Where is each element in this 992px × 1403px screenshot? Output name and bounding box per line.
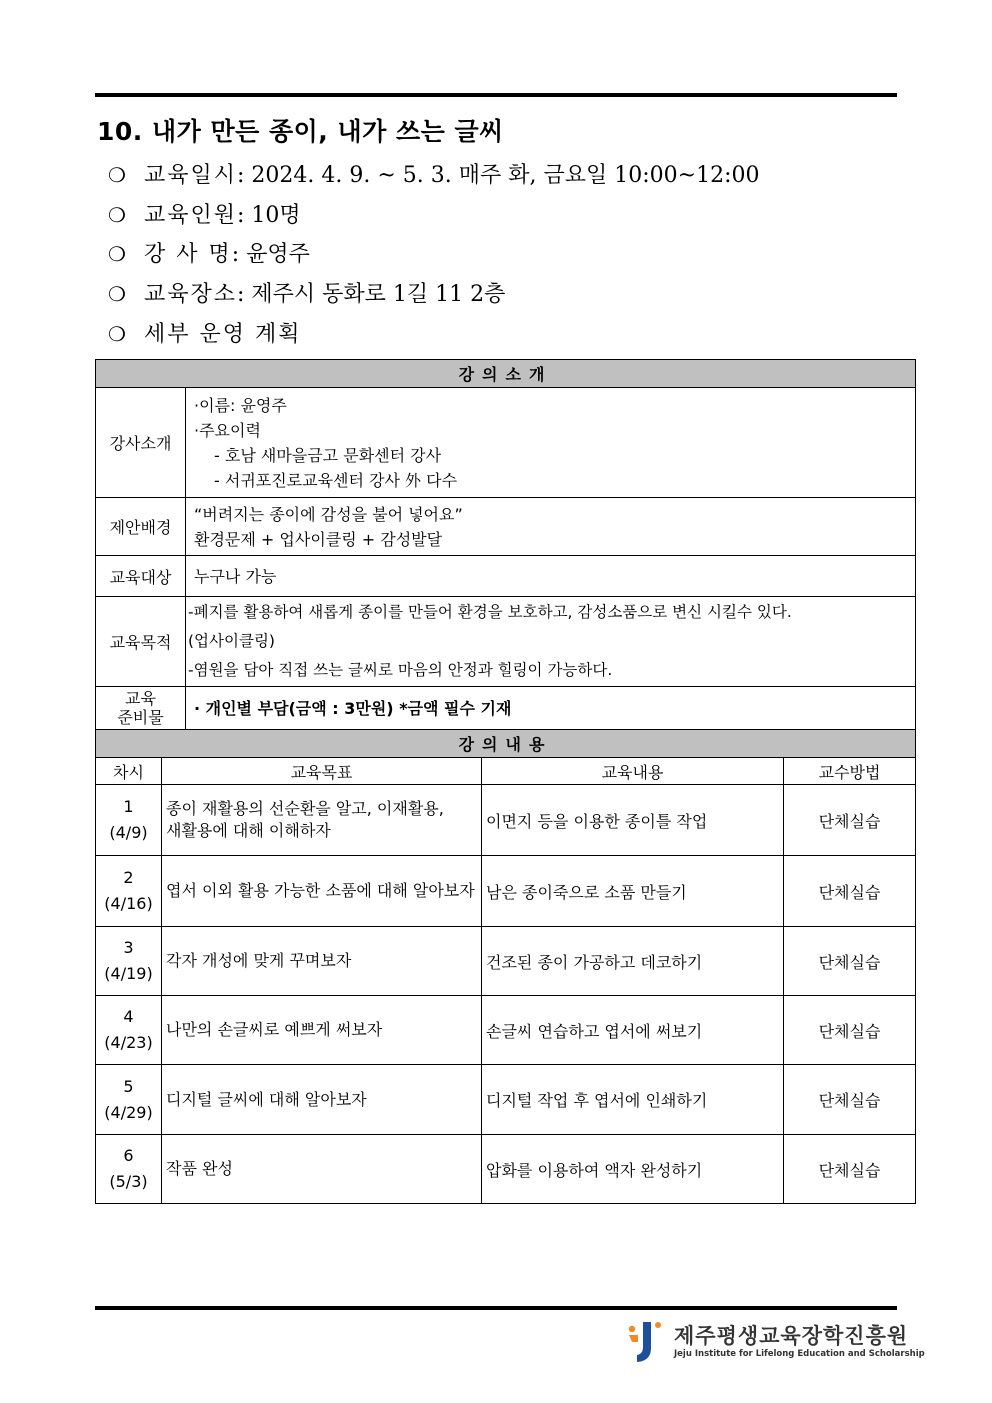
session-number: 4 (4/23) [96,996,162,1065]
col-goal: 교육목표 [162,758,482,785]
bottom-rule [95,1306,897,1310]
session-method: 단체실습 [784,1065,916,1135]
info-location: ❍ 교육장소: 제주시 동화로 1길 11 2층 [108,282,506,307]
table-row [96,996,916,1065]
instructor-label: 강사소개 [96,388,186,498]
target-label: 교육대상 [96,556,186,597]
info-schedule: ❍ 교육일시: 2024. 4. 9. ~ 5. 3. 매주 화, 금요일 10:00~12:00 [108,163,760,188]
background-label: 제안배경 [96,498,186,556]
session-number: 2 (4/16) [96,856,162,927]
info-headcount: ❍ 교육인원: 10명 [108,203,301,228]
session-method: 단체실습 [784,996,916,1065]
circle-bullet-icon: ❍ [108,322,126,346]
institute-english-name: Jeju Institute for Lifelong Education and Scholarship [674,1349,925,1359]
table-row [96,927,916,996]
session-number: 5 (4/29) [96,1065,162,1135]
session-method: 단체실습 [784,856,916,927]
institute-logo [626,1318,925,1364]
instructor-content: ·이름: 윤영주 ·주요이력 - 호남 새마을금고 문화센터 강사 - 서귀포진로교육센터 강사 外 다수 [186,388,916,498]
session-goal: 작품 완성 [162,1135,482,1204]
table-row [96,1135,916,1204]
session-content: 이면지 등을 이용한 종이틀 작업 [482,785,784,856]
session-goal: 디지털 글씨에 대해 알아보자 [162,1065,482,1135]
col-session: 차시 [96,758,162,785]
table-row [96,856,916,927]
page-title: 10. 내가 만든 종이, 내가 쓰는 글씨 [97,117,504,146]
col-method: 교수방법 [784,758,916,785]
purpose-content: -폐지를 활용하여 새롭게 종이를 만들어 환경을 보호하고, 감성소품으로 변신 시킬수 있다. (업사이클링) -염원을 담아 직접 쓰는 글씨로 마음의 안정과 힐링이 가능하다. [186,597,916,687]
session-method: 단체실습 [784,927,916,996]
top-rule [95,93,897,97]
session-method: 단체실습 [784,785,916,856]
session-content: 건조된 종이 가공하고 데코하기 [482,927,784,996]
intro-header: 강의소개 [96,360,916,388]
session-number: 6 (5/3) [96,1135,162,1204]
session-number: 3 (4/19) [96,927,162,996]
session-goal: 나만의 손글씨로 예쁘게 써보자 [162,996,482,1065]
course-table [95,359,916,1204]
session-content: 남은 종이죽으로 소품 만들기 [482,856,784,927]
purpose-label: 교육목적 [96,597,186,687]
session-content: 디지털 작업 후 엽서에 인쇄하기 [482,1065,784,1135]
institute-name: 제주평생교육장학진흥원 [674,1324,909,1348]
circle-bullet-icon: ❍ [108,282,126,306]
info-plan: ❍ 세부 운영 계획 [108,322,302,347]
table-row [96,1065,916,1135]
supplies-content: · 개인별 부담(금액 : 3만원) *금액 필수 기재 [186,687,916,730]
info-instructor: ❍ 강 사 명: 윤영주 [108,242,310,267]
session-method: 단체실습 [784,1135,916,1204]
background-content: “버려지는 종이에 감성을 불어 넣어요” 환경문제 + 업사이클링 + 감성발달 [186,498,916,556]
session-content: 손글씨 연습하고 엽서에 써보기 [482,996,784,1065]
session-number: 1 (4/9) [96,785,162,856]
supplies-label: 교육 준비물 [96,687,186,730]
session-goal: 각자 개성에 맞게 꾸며보자 [162,927,482,996]
session-goal: 엽서 이외 활용 가능한 소품에 대해 알아보자 [162,856,482,927]
session-content: 압화를 이용하여 액자 완성하기 [482,1135,784,1204]
content-header: 강의내용 [96,730,916,758]
circle-bullet-icon: ❍ [108,163,126,187]
table-row [96,785,916,856]
session-goal: 종이 재활용의 선순환을 알고, 이재활용, 새활용에 대해 이해하자 [162,785,482,856]
institute-logo-icon [626,1318,666,1364]
col-content: 교육내용 [482,758,784,785]
circle-bullet-icon: ❍ [108,203,126,227]
circle-bullet-icon: ❍ [108,242,126,266]
target-content: 누구나 가능 [186,556,916,597]
